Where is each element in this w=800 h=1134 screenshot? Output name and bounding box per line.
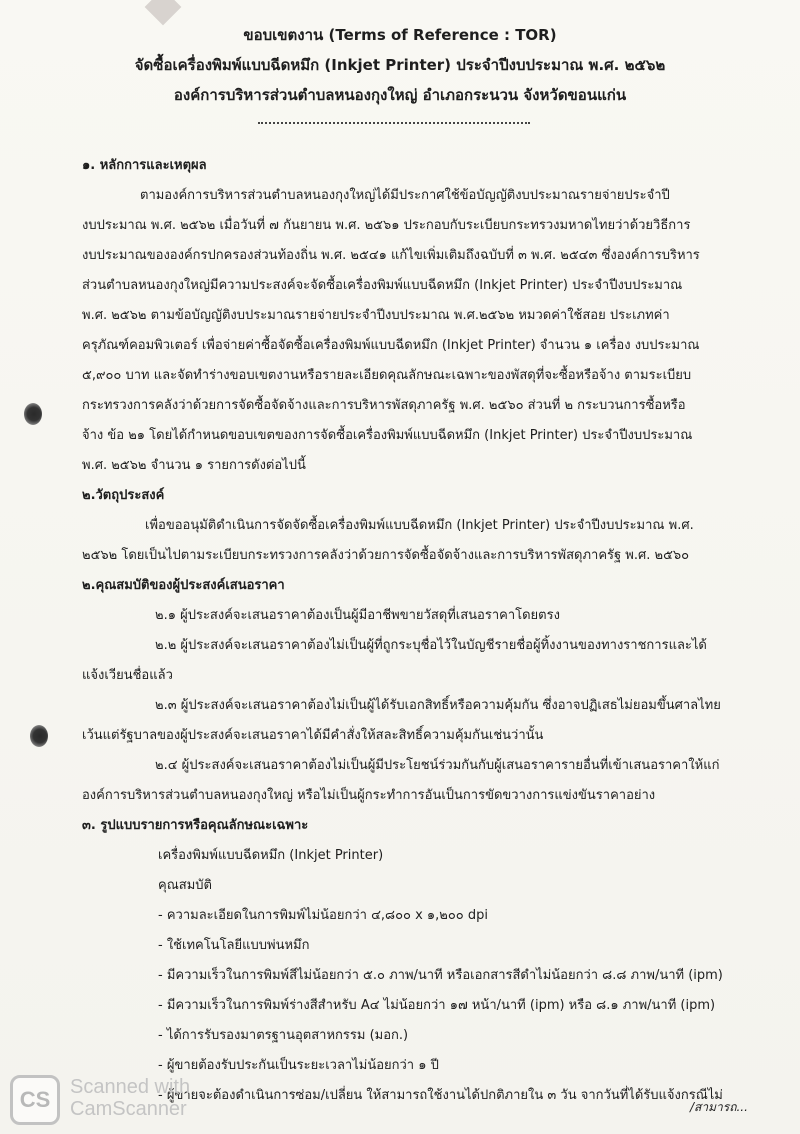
- body-text-line: ตามองค์การบริหารส่วนตำบลหนองกุงใหญ่ได้มีประกาศใช้ข้อบัญญัติงบประมาณรายจ่ายประจำปี: [140, 188, 670, 203]
- punch-hole: [24, 403, 42, 425]
- body-text-line: ๒.๓ ผู้ประสงค์จะเสนอราคาต้องไม่เป็นผู้ได้รับเอกสิทธิ์หรือความคุ้มกัน ซึ่งอาจปฏิเสธไม่ยอมขึ้นศาลไทย: [155, 698, 721, 713]
- watermark-line-1: Scanned with: [70, 1076, 191, 1098]
- body-text-line: - ได้การรับรองมาตรฐานอุตสาหกรรม (มอก.): [158, 1028, 409, 1043]
- body-text-line: ส่วนตำบลหนองกุงใหญ่มีความประสงค์จะจัดซื้อเครื่องพิมพ์แบบฉีดหมึก (Inkjet Printer) ประจำปีงบประมาณ: [82, 278, 683, 293]
- body-text-line: พ.ศ. ๒๕๖๒ จำนวน ๑ รายการดังต่อไปนี้: [82, 458, 306, 473]
- document-title: ขอบเขตงาน (Terms of Reference : TOR): [243, 26, 557, 44]
- body-text-line: เครื่องพิมพ์แบบฉีดหมึก (Inkjet Printer): [158, 848, 384, 863]
- body-text-line: - มีความเร็วในการพิมพ์สีไม่น้อยกว่า ๕.๐ ภาพ/นาที หรือเอกสารสีดำไม่น้อยกว่า ๘.๘ ภาพ/นาที (ipm): [158, 968, 723, 983]
- section-heading: ๒.วัตถุประสงค์: [82, 488, 165, 503]
- body-text-line: จ้าง ข้อ ๒๑ โดยได้กำหนดขอบเขตของการจัดซื้อเครื่องพิมพ์แบบฉีดหมึก (Inkjet Printer) ประจำปีงบประมาณ: [82, 428, 693, 443]
- organization-line: องค์การบริหารส่วนตำบลหนองกุงใหญ่ อำเภอกระนวน จังหวัดขอนแก่น: [173, 86, 627, 104]
- body-text-line: - มีความเร็วในการพิมพ์ร่างสีสำหรับ A๔ ไม่น้อยกว่า ๑๗ หน้า/นาที (ipm) หรือ ๘.๑ ภาพ/นาที (ipm): [158, 998, 716, 1013]
- punch-hole: [30, 725, 48, 747]
- document-body: [0, 150, 800, 1110]
- body-text-line: - ผู้ขายต้องรับประกันเป็นระยะเวลาไม่น้อยกว่า ๑ ปี: [158, 1058, 439, 1073]
- body-text-line: ครุภัณฑ์คอมพิวเตอร์ เพื่อจ่ายค่าซื้อจัดซื้อเครื่องพิมพ์แบบฉีดหมึก (Inkjet Printer) จำนวน ๑ เครื่อง งบประมาณ: [82, 338, 700, 353]
- document-subtitle: จัดซื้อเครื่องพิมพ์แบบฉีดหมึก (Inkjet Printer) ประจำปีงบประมาณ พ.ศ. ๒๕๖๒: [134, 56, 666, 74]
- body-text-line: งบประมาณ พ.ศ. ๒๕๖๒ เมื่อวันที่ ๗ กันยายน พ.ศ. ๒๕๖๑ ประกอบกับระเบียบกระทรวงมหาดไทยว่าด้วยวิธีการ: [82, 218, 691, 233]
- dotted-divider: [258, 116, 530, 124]
- camscanner-watermark: [70, 1076, 190, 1120]
- body-text-line: กระทรวงการคลังว่าด้วยการจัดซื้อจัดจ้างและการบริหารพัสดุภาครัฐ พ.ศ. ๒๕๖๐ ส่วนที่ ๒ กระบวนการซื้อหรือ: [82, 398, 686, 413]
- camscanner-logo: [10, 1075, 60, 1125]
- document-header: [0, 20, 800, 110]
- continuation-marker: /สามารถ...: [690, 1100, 748, 1114]
- body-text-line: - ผู้ขายจะต้องดำเนินการซ่อม/เปลี่ยน ให้สามารถใช้งานได้ปกติภายใน ๓ วัน จากวันที่ได้รับแจ้งกรณีไม่: [158, 1088, 723, 1103]
- section-heading: ๒.คุณสมบัติของผู้ประสงค์เสนอราคา: [82, 578, 285, 593]
- body-text-line: คุณสมบัติ: [158, 878, 212, 893]
- body-text-line: ๒.๒ ผู้ประสงค์จะเสนอราคาต้องไม่เป็นผู้ที่ถูกระบุชื่อไว้ในบัญชีรายชื่อผู้ทิ้งงานของทางราชการและได้: [155, 638, 707, 653]
- body-text-line: - ความละเอียดในการพิมพ์ไม่น้อยกว่า ๔,๘๐๐ x ๑,๒๐๐ dpi: [158, 908, 488, 923]
- body-text-line: องค์การบริหารส่วนตำบลหนองกุงใหญ่ หรือไม่เป็นผู้กระทำการอันเป็นการขัดขวางการแข่งขันราคาอย่าง: [82, 788, 656, 803]
- section-heading: ๑. หลักการและเหตุผล: [82, 158, 207, 173]
- section-heading: ๓. รูปแบบรายการหรือคุณลักษณะเฉพาะ: [82, 818, 309, 833]
- body-text-line: แจ้งเวียนชื่อแล้ว: [82, 668, 173, 683]
- camscanner-logo-text: CS: [19, 1087, 51, 1112]
- body-text-line: ๕,๙๐๐ บาท และจัดทำร่างขอบเขตงานหรือรายละเอียดคุณลักษณะเฉพาะของพัสดุที่จะซื้อหรือจ้าง ตามระเบียบ: [82, 368, 692, 383]
- body-text-line: เว้นแต่รัฐบาลของผู้ประสงค์จะเสนอราคาได้มีคำสั่งให้สละสิทธิ์ความคุ้มกันเช่นว่านั้น: [82, 728, 544, 743]
- body-text-line: เพื่อขออนุมัติดำเนินการจัดจัดซื้อเครื่องพิมพ์แบบฉีดหมึก (Inkjet Printer) ประจำปีงบประมาณ พ.ศ.: [145, 518, 694, 533]
- body-text-line: - ใช้เทคโนโลยีแบบพ่นหมึก: [158, 938, 310, 953]
- body-text-line: ๒๕๖๒ โดยเป็นไปตามระเบียบกระทรวงการคลังว่าด้วยการจัดซื้อจัดจ้างและการบริหารพัสดุภาครัฐ พ.ศ. ๒๕๖๐: [82, 548, 690, 563]
- body-text-line: พ.ศ. ๒๕๖๒ ตามข้อบัญญัติงบประมาณรายจ่ายประจำปีงบประมาณ พ.ศ.๒๕๖๒ หมวดค่าใช้สอย ประเภทค่า: [82, 308, 670, 323]
- body-text-line: ๒.๑ ผู้ประสงค์จะเสนอราคาต้องเป็นผู้มีอาชีพขายวัสดุที่เสนอราคาโดยตรง: [155, 608, 560, 623]
- body-text-line: งบประมาณขององค์กรปกครองส่วนท้องถิ่น พ.ศ. ๒๕๔๑ แก้ไขเพิ่มเติมถึงฉบับที่ ๓ พ.ศ. ๒๕๔๓ ซึ่งองค์การบริหาร: [82, 248, 700, 263]
- watermark-line-2: CamScanner: [70, 1098, 187, 1120]
- body-text-line: ๒.๔ ผู้ประสงค์จะเสนอราคาต้องไม่เป็นผู้มีประโยชน์ร่วมกันกับผู้เสนอราคารายอื่นที่เข้าเสนอราคาให้แก่: [155, 758, 720, 773]
